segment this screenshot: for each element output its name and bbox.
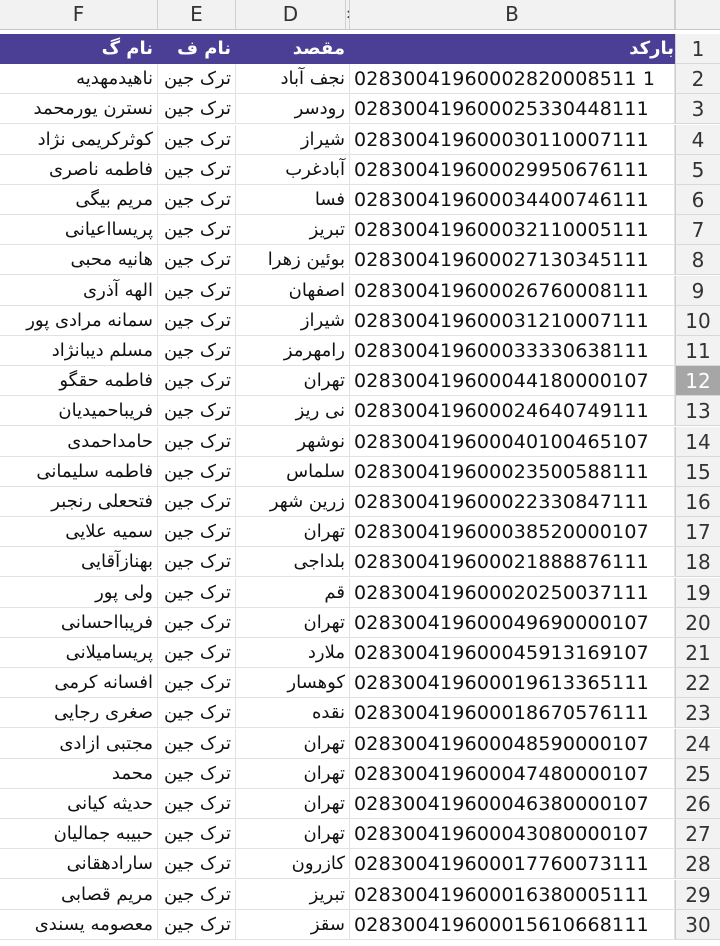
cell-barcode[interactable] (350, 185, 675, 215)
table-row (0, 366, 720, 396)
cell-destination[interactable]: سقز (236, 910, 350, 940)
table-row (0, 849, 720, 879)
cell-first-name[interactable]: ترک جین (158, 306, 236, 336)
table-row (0, 910, 720, 940)
cell-destination[interactable]: کازرون (236, 849, 350, 879)
cell-first-name[interactable]: ترک جین (158, 366, 236, 396)
header-data-row (0, 34, 720, 64)
cell-destination[interactable]: فسا (236, 185, 350, 215)
cell-destination[interactable]: نقده (236, 698, 350, 728)
row-number[interactable]: 30 (675, 910, 720, 940)
row-number[interactable]: 4 (675, 125, 720, 155)
cell-last-name[interactable]: فاطمه سلیمانی (0, 457, 158, 487)
header-cell-first-name[interactable]: نام ف (158, 34, 236, 64)
cell-first-name[interactable]: ترک جین (158, 487, 236, 517)
column-header-hidden[interactable]: : (346, 0, 350, 29)
table-row (0, 729, 720, 759)
cell-barcode[interactable] (350, 608, 675, 638)
barcode-value: 028300419600022330847111 (354, 491, 649, 513)
header-cell-barcode[interactable]: بارکد (350, 34, 675, 64)
cell-destination[interactable]: تهران (236, 366, 350, 396)
cell-destination[interactable]: رامهرمز (236, 336, 350, 366)
cell-first-name[interactable]: ترک جین (158, 185, 236, 215)
table-row (0, 185, 720, 215)
table-row (0, 759, 720, 789)
cell-first-name[interactable]: ترک جین (158, 880, 236, 910)
cell-last-name[interactable]: فاطمه ناصری (0, 155, 158, 185)
select-all-corner[interactable] (675, 0, 720, 29)
barcode-value: 028300419600030110007111 (354, 128, 649, 151)
cell-last-name[interactable]: ولی پور (0, 578, 158, 608)
cell-first-name[interactable]: ترک جین (158, 427, 236, 457)
barcode-value: 028300419600025330448111 (354, 98, 649, 121)
cell-destination[interactable]: نجف آباد (236, 64, 350, 94)
cell-last-name[interactable]: مجتبی ازادی (0, 729, 158, 759)
row-number[interactable]: 9 (675, 276, 720, 306)
table-row (0, 517, 720, 547)
table-row (0, 547, 720, 577)
cell-barcode[interactable] (350, 759, 675, 789)
table-row (0, 819, 720, 849)
barcode-value: 028300419600045913169107 (354, 642, 649, 664)
cell-first-name[interactable]: ترک جین (158, 668, 236, 698)
cell-first-name[interactable]: ترک جین (158, 457, 236, 487)
cell-barcode[interactable] (350, 427, 675, 457)
cell-barcode[interactable] (350, 215, 675, 245)
cell-last-name[interactable]: پریسااعیانی (0, 215, 158, 245)
barcode-value: 028300419600027130345111 (354, 249, 649, 272)
row-number[interactable]: 5 (675, 155, 720, 185)
cell-destination[interactable]: کوهسار (236, 668, 350, 698)
cell-barcode[interactable] (350, 94, 675, 124)
table-row (0, 608, 720, 638)
table-row (0, 668, 720, 698)
table-row (0, 276, 720, 306)
cell-destination[interactable]: زرین شهر (236, 487, 350, 517)
cell-destination[interactable]: بوئین زهرا (236, 245, 350, 275)
row-number[interactable]: 12 (675, 366, 720, 396)
row-number[interactable]: 2 (675, 64, 720, 94)
cell-barcode[interactable] (350, 366, 675, 396)
cell-destination[interactable]: تهران (236, 729, 350, 759)
row-number[interactable]: 22 (675, 668, 720, 698)
cell-last-name[interactable]: فتحعلی رنجبر (0, 487, 158, 517)
cell-first-name[interactable]: ترک جین (158, 789, 236, 819)
table-row (0, 155, 720, 185)
cell-last-name[interactable]: مسلم دیبانژاد (0, 336, 158, 366)
table-row (0, 698, 720, 728)
cell-last-name[interactable]: فریباحمیدیان (0, 396, 158, 426)
row-number[interactable]: 14 (675, 427, 720, 457)
cell-barcode[interactable] (350, 457, 675, 487)
barcode-value: 028300419600019613365111 (354, 672, 649, 695)
table-row (0, 306, 720, 336)
cell-barcode[interactable] (350, 698, 675, 728)
cell-last-name[interactable]: هانیه محبی (0, 245, 158, 275)
column-header-b[interactable]: B (350, 0, 675, 29)
barcode-value: 028300419600024640749111 (354, 400, 649, 423)
row-number[interactable]: 8 (675, 245, 720, 275)
cell-first-name[interactable]: ترک جین (158, 759, 236, 789)
table-row (0, 94, 720, 124)
cell-first-name[interactable]: ترک جین (158, 849, 236, 879)
row-number[interactable]: 16 (675, 487, 720, 517)
cell-barcode[interactable] (350, 125, 675, 155)
cell-destination[interactable]: رودسر (236, 94, 350, 124)
cell-first-name[interactable]: ترک جین (158, 698, 236, 728)
table-row (0, 880, 720, 910)
column-header-d[interactable]: D (236, 0, 346, 29)
cell-first-name[interactable]: ترک جین (158, 729, 236, 759)
cell-first-name[interactable]: ترک جین (158, 125, 236, 155)
cell-destination[interactable]: تهران (236, 819, 350, 849)
table-row (0, 396, 720, 426)
cell-last-name[interactable]: بهنازآقایی (0, 547, 158, 577)
cell-first-name[interactable]: ترک جین (158, 64, 236, 94)
cell-first-name[interactable]: ترک جین (158, 578, 236, 608)
row-number[interactable]: 15 (675, 457, 720, 487)
barcode-value: 028300419600020250037111 (354, 581, 649, 604)
cell-first-name[interactable]: ترک جین (158, 547, 236, 577)
cell-destination[interactable]: ملارد (236, 638, 350, 668)
cell-destination[interactable]: آبادغرب (236, 155, 350, 185)
cell-destination[interactable]: تهران (236, 789, 350, 819)
cell-barcode[interactable] (350, 578, 675, 608)
table-row (0, 215, 720, 245)
cell-last-name[interactable]: حامداحمدی (0, 427, 158, 457)
cell-destination[interactable]: بلداجی (236, 547, 350, 577)
row-number[interactable]: 21 (675, 638, 720, 668)
cell-barcode[interactable] (350, 547, 675, 577)
cell-first-name[interactable]: ترک جین (158, 396, 236, 426)
cell-barcode[interactable] (350, 880, 675, 910)
cell-last-name[interactable]: فاطمه حقگو (0, 366, 158, 396)
table-row (0, 64, 720, 94)
barcode-value: 028300419600033330638111 (354, 340, 649, 362)
cell-barcode[interactable] (350, 487, 675, 517)
table-row (0, 789, 720, 819)
cell-destination[interactable]: تبریز (236, 880, 350, 910)
cell-destination[interactable]: نوشهر (236, 427, 350, 457)
cell-last-name[interactable]: صغری رجایی (0, 698, 158, 728)
cell-last-name[interactable]: فریبااحسانی (0, 608, 158, 638)
cell-barcode[interactable] (350, 245, 675, 275)
cell-first-name[interactable]: ترک جین (158, 276, 236, 306)
cell-last-name[interactable]: نسترن یورمحمد (0, 94, 158, 124)
row-number[interactable]: 3 (675, 94, 720, 124)
cell-first-name[interactable]: ترک جین (158, 215, 236, 245)
column-header-e[interactable]: E (158, 0, 236, 29)
row-number[interactable]: 28 (675, 849, 720, 879)
row-number[interactable]: 10 (675, 306, 720, 336)
cell-barcode[interactable] (350, 276, 675, 306)
cell-first-name[interactable]: ترک جین (158, 819, 236, 849)
cell-destination[interactable]: شیراز (236, 125, 350, 155)
cell-last-name[interactable]: کوثرکریمی نژاد (0, 125, 158, 155)
cell-last-name[interactable]: ناهیدمهدیه (0, 64, 158, 94)
cell-barcode[interactable] (350, 155, 675, 185)
cell-barcode[interactable] (350, 910, 675, 940)
barcode-value: 028300419600049690000107 (354, 611, 649, 634)
cell-first-name[interactable]: ترک جین (158, 155, 236, 185)
table-row (0, 487, 720, 517)
cell-barcode[interactable] (350, 638, 675, 668)
cell-first-name[interactable]: ترک جین (158, 608, 236, 638)
cell-destination[interactable]: تبریز (236, 215, 350, 245)
row-number[interactable]: 24 (675, 729, 720, 759)
cell-last-name[interactable]: مریم قصابی (0, 880, 158, 910)
table-row (0, 457, 720, 487)
barcode-value: 028300419600031210007111 (354, 309, 649, 332)
row-number[interactable]: 23 (675, 698, 720, 728)
cell-last-name[interactable]: حدیثه کیانی (0, 789, 158, 819)
cell-barcode[interactable] (350, 64, 675, 94)
cell-last-name[interactable]: سارادهقانی (0, 849, 158, 879)
table-row (0, 638, 720, 668)
barcode-value: 028300419600046380000107 (354, 793, 649, 815)
cell-last-name[interactable]: افسانه کرمی (0, 668, 158, 698)
cell-destination[interactable]: قم (236, 578, 350, 608)
barcode-value: 028300419600038520000107 (354, 521, 649, 544)
cell-destination[interactable]: تهران (236, 608, 350, 638)
barcode-value: 028300419600043080000107 (354, 823, 649, 846)
cell-last-name[interactable]: محمد (0, 759, 158, 789)
barcode-value: 028300419600048590000107 (354, 732, 649, 755)
cell-first-name[interactable]: ترک جین (158, 638, 236, 668)
cell-barcode[interactable] (350, 396, 675, 426)
cell-first-name[interactable]: ترک جین (158, 336, 236, 366)
row-number[interactable]: 27 (675, 819, 720, 849)
cell-last-name[interactable]: الهه آذری (0, 276, 158, 306)
row-number[interactable]: 7 (675, 215, 720, 245)
cell-barcode[interactable] (350, 849, 675, 879)
table-row (0, 578, 720, 608)
cell-first-name[interactable]: ترک جین (158, 94, 236, 124)
cell-destination[interactable]: سلماس (236, 457, 350, 487)
table-row (0, 125, 720, 155)
cell-last-name[interactable]: سمیه علایی (0, 517, 158, 547)
barcode-value: 028300419600044180000107 (354, 370, 649, 393)
row-number[interactable]: 13 (675, 396, 720, 426)
row-number[interactable]: 19 (675, 578, 720, 608)
cell-destination[interactable]: شیراز (236, 306, 350, 336)
cell-destination[interactable]: نی ریز (236, 396, 350, 426)
cell-destination[interactable]: اصفهان (236, 276, 350, 306)
barcode-value: 028300419600015610668111 (354, 913, 649, 936)
table-row (0, 336, 720, 366)
barcode-value: 028300419600040100465107 (354, 430, 649, 453)
barcode-value: 028300419600047480000107 (354, 762, 649, 785)
barcode-value: 028300419600017760073111 (354, 853, 649, 876)
barcode-value: 028300419600023500588111 (354, 460, 649, 483)
cell-last-name[interactable]: پریسامیلانی (0, 638, 158, 668)
cell-barcode[interactable] (350, 517, 675, 547)
cell-barcode[interactable] (350, 306, 675, 336)
barcode-value: 028300419600018670576111 (354, 702, 649, 725)
column-header-bar (0, 0, 720, 30)
cell-barcode[interactable] (350, 336, 675, 366)
table-row (0, 245, 720, 275)
barcode-value: 028300419600026760008111 (354, 279, 649, 302)
table-row (0, 427, 720, 457)
row-number[interactable]: 20 (675, 608, 720, 638)
cell-destination[interactable]: تهران (236, 759, 350, 789)
row-number[interactable]: 18 (675, 547, 720, 577)
row-number[interactable]: 6 (675, 185, 720, 215)
row-number[interactable]: 17 (675, 517, 720, 547)
header-cell-destination[interactable]: مقصد (236, 34, 350, 64)
cell-destination[interactable]: تهران (236, 517, 350, 547)
cell-last-name[interactable]: سمانه مرادی پور (0, 306, 158, 336)
barcode-value: 028300419600021888876111 (354, 551, 649, 574)
cell-barcode[interactable] (350, 729, 675, 759)
column-header-f[interactable]: F (0, 0, 158, 29)
row-number[interactable]: 1 (675, 34, 720, 64)
barcode-value: 028300419600034400746111 (354, 189, 649, 211)
cell-first-name[interactable]: ترک جین (158, 517, 236, 547)
cell-barcode[interactable] (350, 819, 675, 849)
row-number[interactable]: 26 (675, 789, 720, 819)
barcode-value: 028300419600032110005111 (354, 219, 649, 242)
header-cell-last-name[interactable]: نام گ (0, 34, 158, 64)
cell-last-name[interactable]: مریم بیگی (0, 185, 158, 215)
row-number[interactable]: 25 (675, 759, 720, 789)
cell-barcode[interactable] (350, 668, 675, 698)
row-number[interactable]: 29 (675, 880, 720, 910)
barcode-value: 028300419600016380005111 (354, 883, 649, 906)
row-number[interactable]: 11 (675, 336, 720, 366)
cell-barcode[interactable] (350, 789, 675, 819)
cell-last-name[interactable]: حبیبه جمالیان (0, 819, 158, 849)
cell-first-name[interactable]: ترک جین (158, 245, 236, 275)
cell-first-name[interactable]: ترک جین (158, 910, 236, 940)
barcode-value: 02830041960002820008511 1 (354, 68, 656, 91)
barcode-value: 028300419600029950676111 (354, 158, 649, 181)
cell-last-name[interactable]: معصومه یسندی (0, 910, 158, 940)
